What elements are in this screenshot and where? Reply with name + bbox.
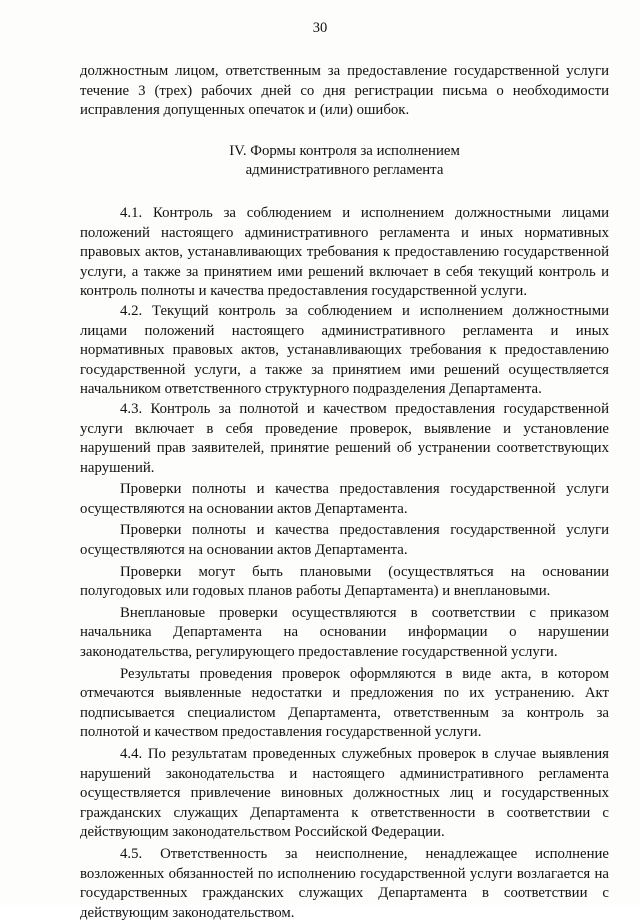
paragraph-checks-types: Проверки могут быть плановыми (осуществляться на основании полугодовых или годовых планов работы Департамента) и внеплановыми. — [80, 563, 609, 600]
paragraph-unplanned-checks: Внеплановые проверки осуществляются в соответствии с приказом начальника Департамента на основании информации о нарушении законодательства, регулирующего предоставление государственной услуги. — [80, 604, 609, 661]
page-number: 30 — [312, 20, 328, 36]
paragraph-4-4: 4.4. По результатам проведенных служебных проверок в случае выявления нарушений законодательства и настоящего административного регламента осуществляется привлечение виновных должностных лиц и государственных гражданских служащих Департамента к ответственности в соответствии с действующим законодательством Российской Федерации. — [80, 746, 609, 841]
section-title-line-2: административного регламента — [245, 162, 444, 179]
paragraph-checks-basis-2: Проверки полноты и качества предоставления государственной услуги осуществляются на основании актов Департамента. — [80, 522, 609, 559]
paragraph-4-5: 4.5. Ответственность за неисполнение, ненадлежащее исполнение возложенных обязанностей по исполнению государственной услуги возлагается на государственных гражданских служащих Департамента в соответствии с действующим законодательством. — [80, 845, 609, 921]
section-title-line-1: IV. Формы контроля за исполнением — [229, 142, 460, 159]
paragraph-checks-basis-1: Проверки полноты и качества предоставления государственной услуги осуществляются на основании актов Департамента. — [80, 481, 609, 517]
paragraph-check-results: Результаты проведения проверок оформляются в виде акта, в котором отмечаются выявленные недостатки и предложения по их устранению. Акт подписывается специалистом Департамента, ответственным за контроль за полнотой и качеством предоставления государственной услуги. — [80, 665, 609, 741]
intro-paragraph: должностным лицом, ответственным за предоставление государственной услуги течение 3 (трех) рабочих дней со дня регистрации письма о необходимости исправления допущенных опечаток и (или) ошибок. — [80, 63, 609, 119]
paragraph-4-1: 4.1. Контроль за соблюдением и исполнением должностными лицами положений настоящего административного регламента и иных нормативных правовых актов, устанавливающих требования к предоставлению государственной услуги, а также за принятием ими решений включает в себя текущий контроль и контроль полноты и качества предоставления государственной услуги. — [80, 204, 609, 300]
paragraph-4-3: 4.3. Контроль за полнотой и качеством предоставления государственной услуги включает в себя проведение проверок, выявление и установление нарушений прав заявителей, принятие решений об устранении соответствующих нарушений. — [80, 400, 609, 476]
document-body — [80, 62, 609, 923]
section-heading — [80, 142, 609, 181]
paragraph-4-2: 4.2. Текущий контроль за соблюдением и исполнением должностными лицами положений настоящего административного регламента и иных нормативных правовых актов, устанавливающих требования к предоставлению государственной услуги, а также за принятием ими решений осуществляется начальником ответственного структурного подразделения Департамента. — [80, 302, 609, 398]
